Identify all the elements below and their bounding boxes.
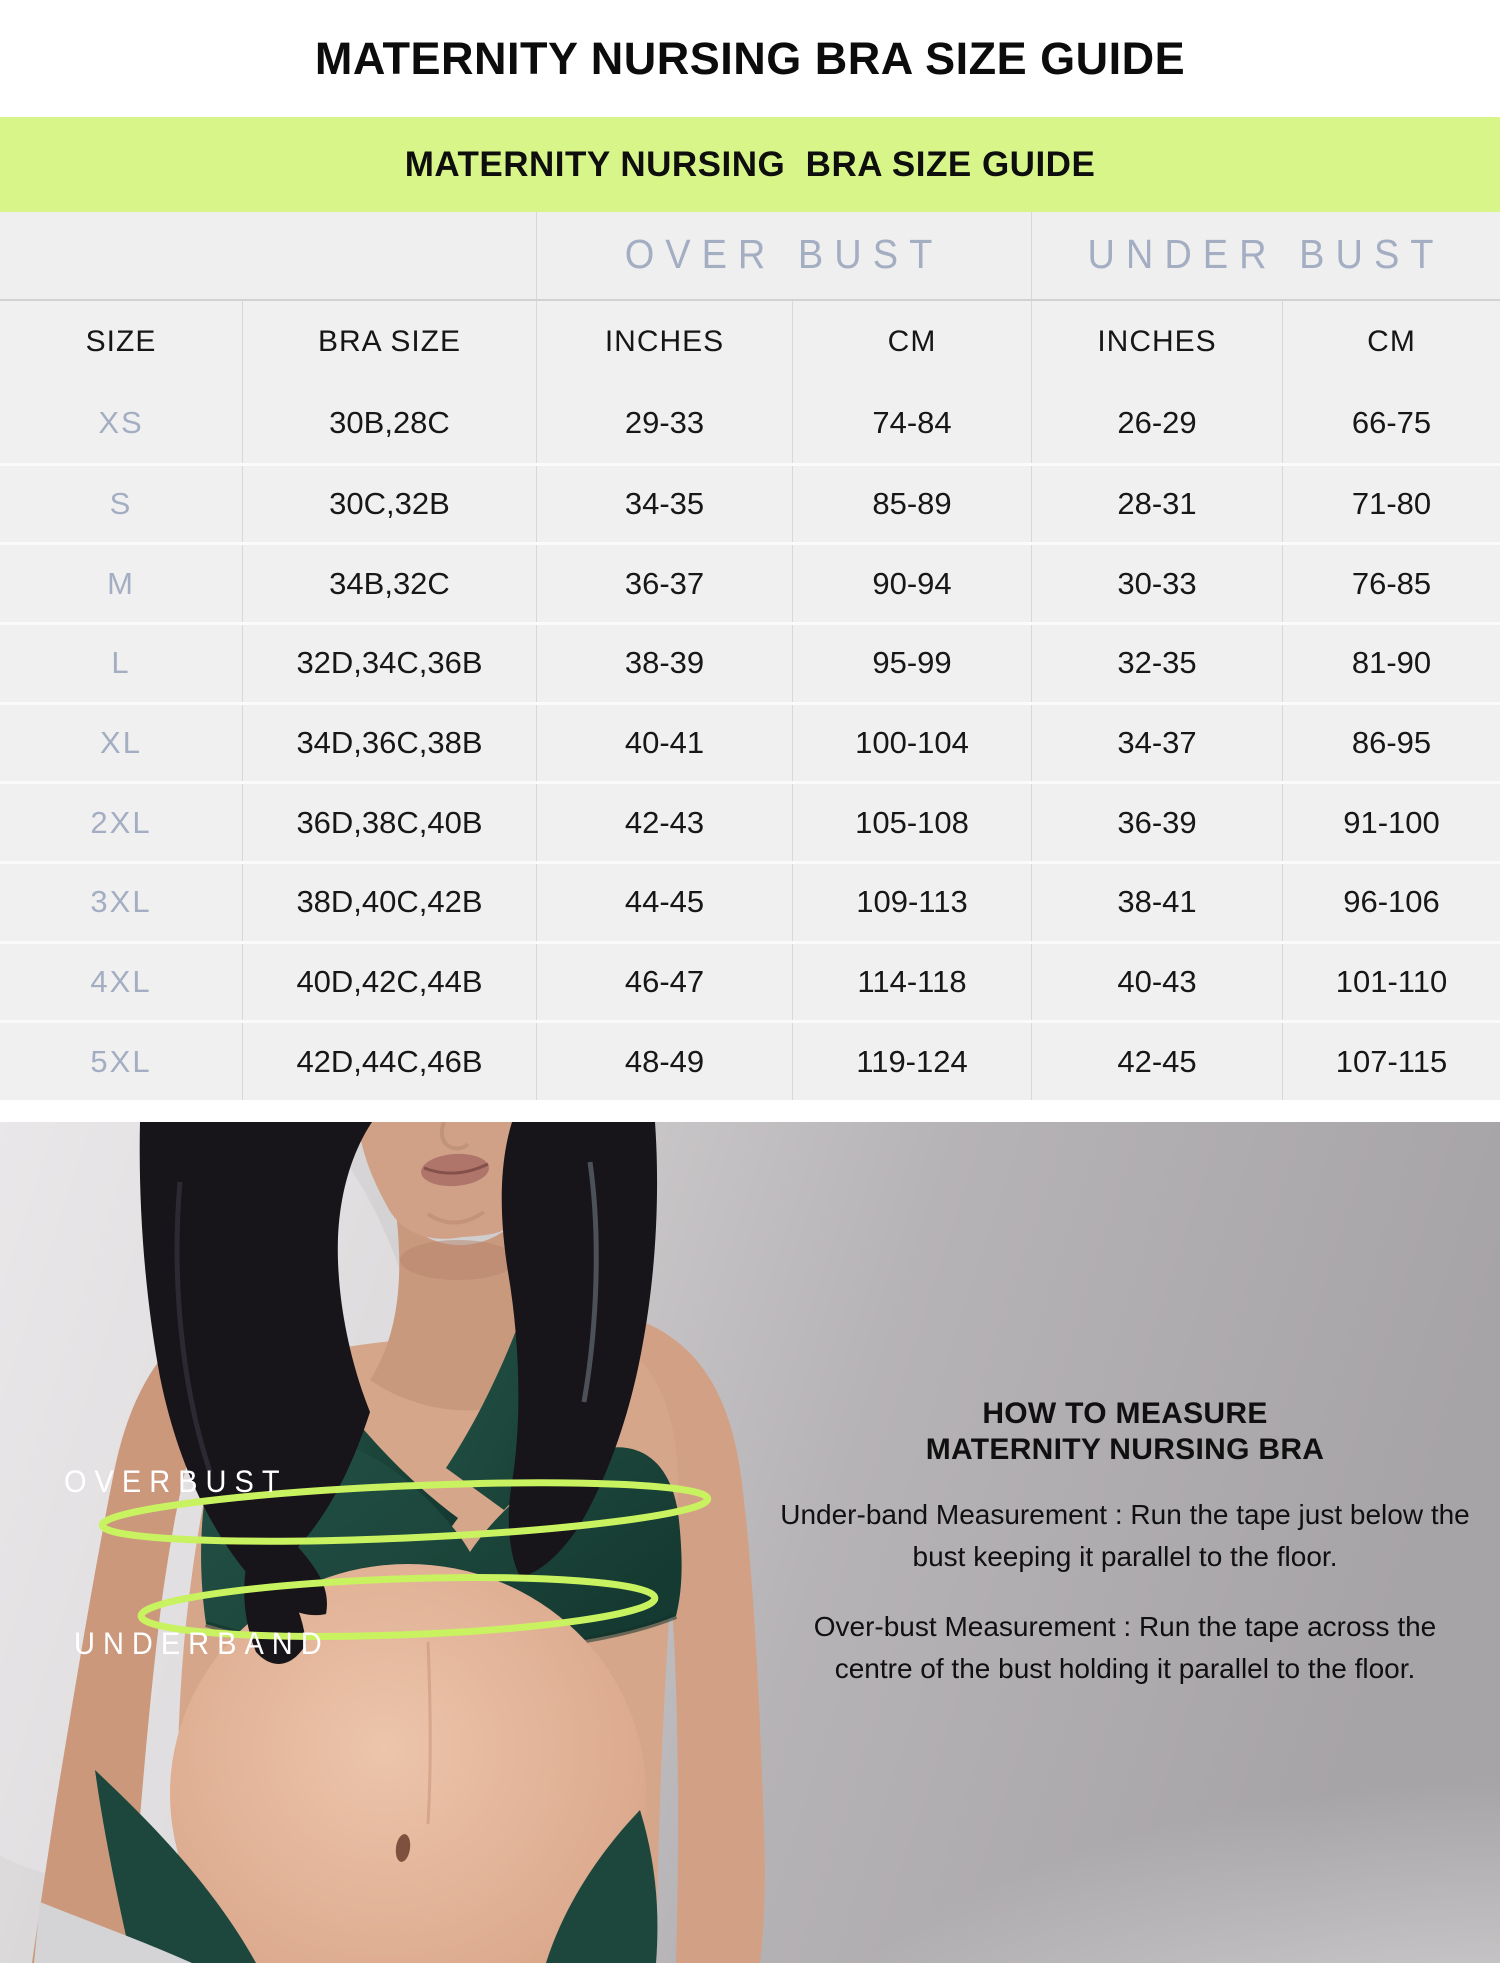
underband-instruction: Under-band Measurement : Run the tape just below the bust keeping it parallel to the floor.	[780, 1499, 1470, 1572]
bra-size-value: 42D,44C,46B	[242, 1023, 536, 1100]
under-inches-value: 26-29	[1031, 383, 1282, 463]
under-cm-value: 81-90	[1282, 625, 1500, 702]
size-value: XS	[98, 404, 144, 440]
under-cm-value: 96-106	[1282, 864, 1500, 941]
group-header-over-bust	[536, 212, 1031, 299]
over-cm-value: 74-84	[792, 383, 1031, 463]
bra-size-value: 30B,28C	[242, 383, 536, 463]
over-inches-value: 42-43	[536, 784, 792, 861]
over-inches-value: 34-35	[536, 466, 792, 543]
under-cm-value: 101-110	[1282, 944, 1500, 1021]
over-cm-value: 100-104	[792, 705, 1031, 782]
col-header-under-inches: INCHES	[1031, 301, 1282, 383]
page-title: MATERNITY NURSING BRA SIZE GUIDE	[314, 32, 1186, 84]
over-inches-value: 48-49	[536, 1023, 792, 1100]
over-inches-value: 38-39	[536, 625, 792, 702]
over-inches-value: 40-41	[536, 705, 792, 782]
under-cm-value: 76-85	[1282, 545, 1500, 622]
group-header-empty	[0, 212, 536, 299]
size-value: L	[111, 645, 131, 681]
size-value: XL	[100, 724, 142, 760]
under-cm-value: 107-115	[1282, 1023, 1500, 1100]
col-header-size: SIZE	[85, 325, 157, 358]
over-cm-value: 119-124	[792, 1023, 1031, 1100]
table-row	[0, 781, 1500, 861]
underband-label: UNDERBAND	[74, 1626, 330, 1662]
over-cm-value: 105-108	[792, 784, 1031, 861]
banner-title: MATERNITY NURSING BRA SIZE GUIDE	[404, 144, 1096, 184]
table-column-header-row	[0, 301, 1500, 385]
bra-size-value: 32D,34C,36B	[242, 625, 536, 702]
table-row	[0, 702, 1500, 782]
size-value: 4XL	[90, 963, 152, 999]
bra-size-value: 34D,36C,38B	[242, 705, 536, 782]
over-cm-value: 114-118	[792, 944, 1031, 1021]
col-header-under-cm: CM	[1282, 301, 1500, 383]
under-inches-value: 40-43	[1031, 944, 1282, 1021]
how-to-measure-title-line1: HOW TO MEASURE	[982, 1397, 1268, 1430]
col-header-over-inches: INCHES	[536, 301, 792, 383]
banner	[0, 117, 1500, 212]
group-header-under-bust	[1031, 212, 1500, 299]
under-inches-value: 38-41	[1031, 864, 1282, 941]
how-to-measure-photo-section	[0, 1122, 1500, 1963]
table-row	[0, 941, 1500, 1021]
under-bust-label: UNDER BUST	[1087, 232, 1445, 278]
how-to-measure-block	[775, 1396, 1475, 1690]
size-value: 3XL	[90, 884, 152, 920]
title-bar	[0, 0, 1500, 117]
over-cm-value: 90-94	[792, 545, 1031, 622]
size-value: 5XL	[90, 1043, 152, 1079]
under-cm-value: 71-80	[1282, 466, 1500, 543]
under-cm-value: 86-95	[1282, 705, 1500, 782]
table-row	[0, 1020, 1500, 1100]
over-cm-value: 109-113	[792, 864, 1031, 941]
overbust-label: OVERBUST	[64, 1464, 288, 1500]
how-to-measure-title-line2: MATERNITY NURSING BRA	[925, 1433, 1325, 1466]
bra-size-value: 30C,32B	[242, 466, 536, 543]
col-header-over-cm: CM	[792, 301, 1031, 383]
over-inches-value: 46-47	[536, 944, 792, 1021]
over-cm-value: 95-99	[792, 625, 1031, 702]
bra-size-value: 36D,38C,40B	[242, 784, 536, 861]
table-row	[0, 861, 1500, 941]
overbust-instruction: Over-bust Measurement : Run the tape across the centre of the bust holding it parallel to the floor.	[813, 1611, 1437, 1684]
size-value: S	[109, 485, 133, 521]
size-value: 2XL	[90, 804, 152, 840]
over-inches-value: 44-45	[536, 864, 792, 941]
bra-size-value: 34B,32C	[242, 545, 536, 622]
over-cm-value: 85-89	[792, 466, 1031, 543]
under-inches-value: 34-37	[1031, 705, 1282, 782]
under-inches-value: 42-45	[1031, 1023, 1282, 1100]
under-inches-value: 30-33	[1031, 545, 1282, 622]
under-cm-value: 91-100	[1282, 784, 1500, 861]
over-bust-label: OVER BUST	[624, 232, 944, 278]
col-header-bra-size: BRA SIZE	[242, 301, 536, 383]
table-group-header-row	[0, 212, 1500, 301]
size-table-body	[0, 383, 1500, 1100]
under-inches-value: 32-35	[1031, 625, 1282, 702]
bra-size-value: 40D,42C,44B	[242, 944, 536, 1021]
over-inches-value: 29-33	[536, 383, 792, 463]
under-cm-value: 66-75	[1282, 383, 1500, 463]
under-inches-value: 28-31	[1031, 466, 1282, 543]
under-inches-value: 36-39	[1031, 784, 1282, 861]
table-row	[0, 463, 1500, 543]
table-row	[0, 383, 1500, 463]
bra-size-value: 38D,40C,42B	[242, 864, 536, 941]
table-row	[0, 622, 1500, 702]
size-value: M	[107, 565, 135, 601]
over-inches-value: 36-37	[536, 545, 792, 622]
table-row	[0, 542, 1500, 622]
